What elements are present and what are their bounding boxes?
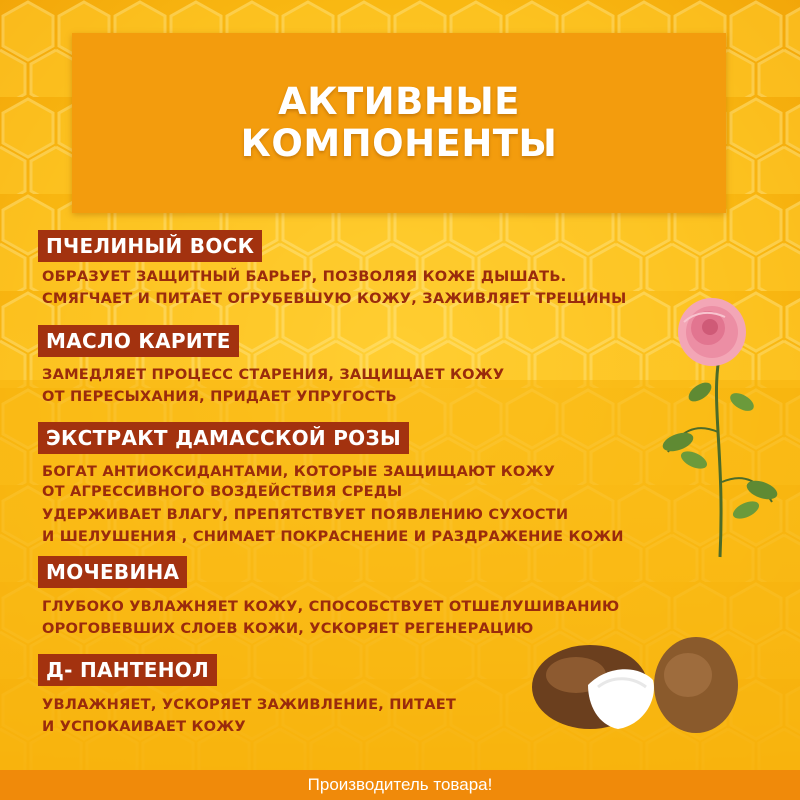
component-desc-line: ЗАМЕДЛЯЕТ ПРОЦЕСС СТАРЕНИЯ, ЗАЩИЩАЕТ КОЖУ [42,366,505,383]
component-desc-line: ОТ АГРЕССИВНОГО ВОЗДЕЙСТВИЯ СРЕДЫ [42,483,403,500]
component-desc-line: БОГАТ АНТИОКСИДАНТАМИ, КОТОРЫЕ ЗАЩИЩАЮТ КОЖУ [42,463,556,480]
footer-bar [0,770,800,800]
component-desc-line: И ШЕЛУШЕНИЯ , СНИМАЕТ ПОКРАСНЕНИЕ И РАЗДРАЖЕНИЕ КОЖИ [42,528,624,545]
component-desc-line: СМЯГЧАЕТ И ПИТАЕТ ОГРУБЕВШУЮ КОЖУ, ЗАЖИВЛЯЕТ ТРЕЩИНЫ [42,290,627,307]
component-label-beeswax: ПЧЕЛИНЫЙ ВОСК [38,230,262,262]
component-desc-line: ОРОГОВЕВШИХ СЛОЕВ КОЖИ, УСКОРЯЕТ РЕГЕНЕРАЦИЮ [42,620,534,637]
page-title: АКТИВНЫЕ КОМПОНЕНТЫ [240,80,558,165]
component-desc-line: ОБРАЗУЕТ ЗАЩИТНЫЙ БАРЬЕР, ПОЗВОЛЯЯ КОЖЕ ДЫШАТЬ. [42,268,567,285]
component-desc-line: УДЕРЖИВАЕТ ВЛАГУ, ПРЕПЯТСТВУЕТ ПОЯВЛЕНИЮ СУХОСТИ [42,506,569,523]
component-label-urea: МОЧЕВИНА [38,556,187,588]
rose-illustration [650,282,790,562]
title-banner [72,33,726,213]
footer-text: Производитель товара! [307,775,493,794]
component-desc-line: ОТ ПЕРЕСЫХАНИЯ, ПРИДАЕТ УПРУГОСТЬ [42,388,397,405]
shea-nuts-illustration [528,625,738,745]
component-label-rose-extract: ЭКСТРАКТ ДАМАССКОЙ РОЗЫ [38,422,409,454]
component-desc-line: И УСПОКАИВАЕТ КОЖУ [42,718,246,735]
component-label-panthenol: Д- ПАНТЕНОЛ [38,654,217,686]
component-label-shea-butter: МАСЛО КАРИТЕ [38,325,239,357]
component-desc-line: ГЛУБОКО УВЛАЖНЯЕТ КОЖУ, СПОСОБСТВУЕТ ОТШЕЛУШИВАНИЮ [42,598,620,615]
component-desc-line: УВЛАЖНЯЕТ, УСКОРЯЕТ ЗАЖИВЛЕНИЕ, ПИТАЕТ [42,696,457,713]
